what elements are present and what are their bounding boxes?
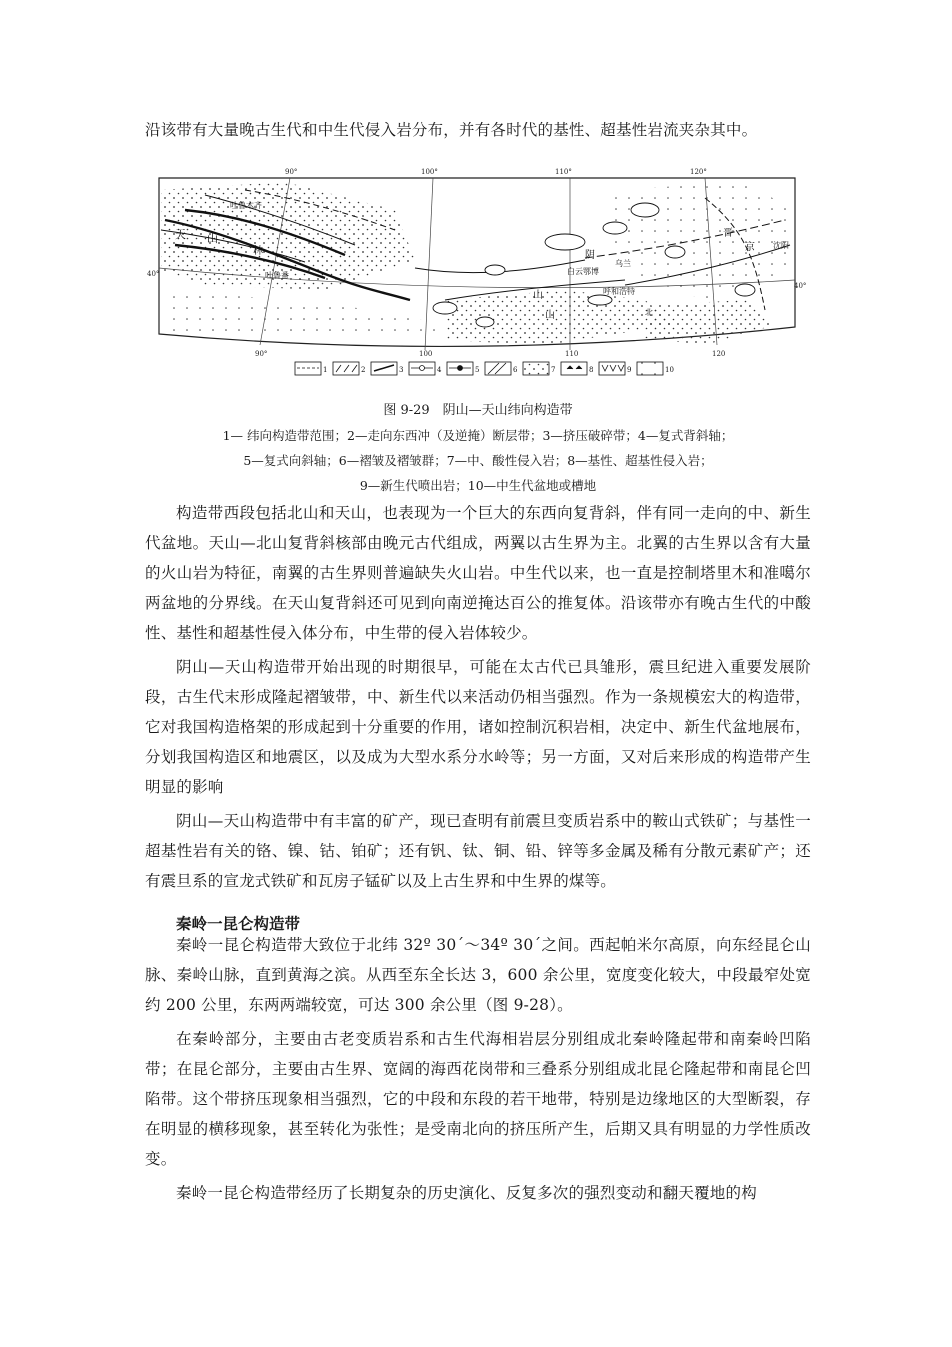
- body-paragraph: 秦岭一昆仑构造带经历了长期复杂的历史演化、反复多次的强烈变动和翻天覆地的构: [176, 1184, 757, 1202]
- place-label: 阴: [585, 250, 595, 261]
- lon-label: 100°: [421, 168, 438, 176]
- figure-title: 图 9-29 阴山—天山纬向构造带: [383, 403, 573, 418]
- place-label: 晋: [723, 228, 733, 239]
- intro-paragraph: 沿该带有大量晚古生代和中生代侵入岩分布，并有各时代的基性、超基性岩流夹杂其中。: [145, 121, 758, 139]
- body-paragraph: 阴山—天山构造带中有丰富的矿产，现已查明有前震旦变质岩系中的鞍山式铁矿；与基性一超基性岩有关的铬、镍、钴、铂矿；还有钒、钛、铜、铅、锌等多金属及稀有分散元素矿产；还有震旦系的宣龙式铁矿和瓦房子锰矿以及上古生界和中生界的煤等。: [145, 812, 811, 890]
- place-label: 呼和浩特: [603, 287, 635, 296]
- figure-caption-line: 5—复式向斜轴；6—褶皱及褶皱群；7—中、酸性侵入岩；8—基性、超基性侵入岩；: [243, 453, 713, 468]
- place-label: 山: [545, 310, 555, 321]
- tectonic-map: [145, 150, 811, 385]
- figure-caption-line: 9—新生代喷出岩；10—中生代盆地或槽地: [359, 478, 597, 493]
- legend-label: 3: [399, 366, 404, 374]
- lon-label: 90°: [285, 168, 298, 176]
- place-label: 山: [207, 232, 218, 245]
- place-label: 沈阳: [773, 241, 789, 250]
- legend-label: 10: [665, 366, 674, 374]
- legend-label: 4: [437, 366, 442, 374]
- tectonic-map-figure: [145, 150, 811, 385]
- place-label: 天: [175, 228, 186, 241]
- figure-caption-line: 1— 纬向构造带范围；2—走向东西冲（及逆掩）断层带；3—挤压破碎带；4—复式背斜轴；: [222, 428, 734, 443]
- section-heading: 秦岭一昆仑构造带: [176, 914, 301, 933]
- place-label: 北: [645, 308, 653, 317]
- legend-label: 7: [551, 366, 556, 374]
- place-label: 吐鲁番: [265, 271, 289, 280]
- place-label: 乌兰: [615, 259, 631, 268]
- lon-label: 120: [712, 350, 726, 358]
- place-label: 京: [745, 242, 755, 253]
- place-label: 白云鄂博: [567, 267, 599, 276]
- lon-label: 110: [565, 350, 579, 358]
- lon-label: 90°: [255, 350, 268, 358]
- legend-label: 1: [323, 366, 328, 374]
- body-paragraph: 阴山—天山构造带开始出现的时期很早，可能在太古代已具雏形，震旦纪进入重要发展阶段，古生代末形成隆起褶皱带，中、新生代以来活动仍相当强烈。作为一条规模宏大的构造带，它对我国构造格架的形成起到十分重要的作用，诸如控制沉积岩相，决定中、新生代盆地展布，分划我国构造区和地震区，以及成为大型水系分水岭等；另一方面，又对后来形成的构造带产生明显的影响: [145, 658, 811, 796]
- body-paragraph: 构造带西段包括北山和天山，也表现为一个巨大的东西向复背斜，伴有同一走向的中、新生代盆地。天山—北山复背斜核部由晚元古代组成，两翼以古生界为主。北翼的古生界以含有大量的火山岩为特征，南翼的古生界则普遍缺失火山岩。中生代以来，也一直是控制塔里木和准噶尔两盆地的分界线。在天山复背斜还可见到向南逆掩达百公的推复体。沿该带亦有晚古生代的中酸性、基性和超基性侵入体分布，中生带的侵入岩体较少。: [145, 504, 811, 642]
- lat-label: 40°: [147, 270, 160, 278]
- lat-label: 40°: [794, 282, 807, 290]
- legend-label: 6: [513, 366, 518, 374]
- lon-label: 100: [419, 350, 433, 358]
- legend-label: 8: [589, 366, 594, 374]
- place-label: 山: [533, 290, 543, 301]
- lon-label: 110°: [555, 168, 572, 176]
- lon-label: 120°: [690, 168, 707, 176]
- body-paragraph: 秦岭一昆仑构造带大致位于北纬 32º 30´～34º 30´之间。西起帕米尔高原，向东经昆仑山脉、秦岭山脉，直到黄海之滨。从西至东全长达 3，600 余公里，宽度变化较大，中段最窄处宽约 200 公里，东两两端较宽，可达 300 余公里（图 9-28）。: [145, 936, 811, 1014]
- place-label: 吐鲁木齐: [230, 201, 262, 210]
- place-label: 林: [253, 246, 263, 257]
- legend-label: 9: [627, 366, 632, 374]
- legend-label: 5: [475, 366, 480, 374]
- legend-label: 2: [361, 366, 366, 374]
- body-paragraph: 在秦岭部分，主要由古老变质岩系和古生代海相岩层分别组成北秦岭隆起带和南秦岭凹陷带；在昆仑部分，主要由古生界、宽阔的海西花岗带和三叠系分别组成北昆仑隆起带和南昆仑凹陷带。这个带挤压现象相当强烈，它的中段和东段的若干地带，特别是边缘地区的大型断裂，存在明显的横移现象，甚至转化为张性；是受南北向的挤压所产生，后期又具有明显的力学性质改变。: [145, 1030, 811, 1168]
